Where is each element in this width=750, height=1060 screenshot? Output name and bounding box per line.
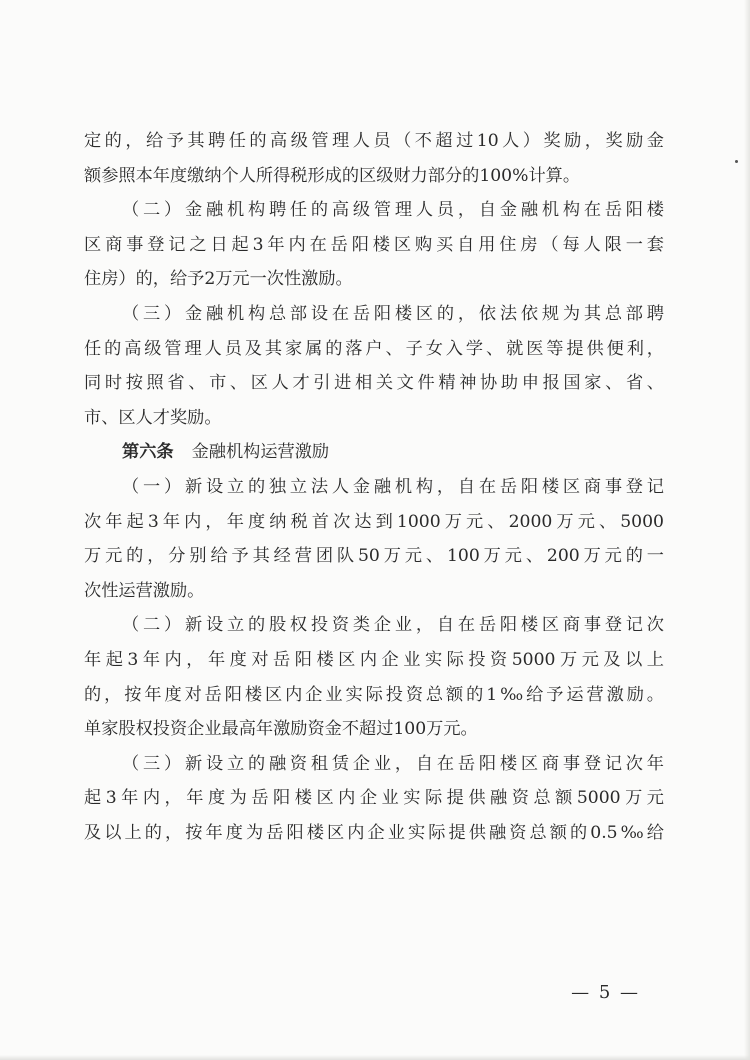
document-body bbox=[84, 124, 664, 850]
text-line: 市、区人才奖励。 bbox=[84, 407, 222, 428]
text-line: 任的高级管理人员及其家属的落户、子女入学、就医等提供便利， bbox=[84, 338, 664, 359]
article-title: 金融机构运营激励 bbox=[191, 442, 330, 463]
text-line: 年起3年内，年度对岳阳楼区内企业实际投资5000万元及以上 bbox=[84, 649, 664, 670]
article-number: 第六条 bbox=[122, 442, 174, 463]
text-line: 及以上的，按年度为岳阳楼区内企业实际提供融资总额的0.5‰给 bbox=[84, 822, 664, 843]
text-line: 额参照本年度缴纳个人所得税形成的区级财力部分的100%计算。 bbox=[84, 165, 581, 186]
page-number: — 5 — bbox=[571, 982, 640, 1003]
text-line: 万元的，分别给予其经营团队50万元、100万元、200万元的一 bbox=[84, 546, 664, 567]
text-line: 住房）的，给予2万元一次性激励。 bbox=[84, 269, 353, 290]
text-line: 起3年内，年度为岳阳楼区内企业实际提供融资总额5000万元 bbox=[84, 788, 664, 809]
scan-edge-right bbox=[744, 0, 750, 1060]
text-line: 的，按年度对岳阳楼区内企业实际投资总额的1‰给予运营激励。 bbox=[84, 684, 664, 705]
text-line: 次年起3年内，年度纳税首次达到1000万元、2000万元、5000 bbox=[84, 511, 664, 532]
text-line: （二）新设立的股权投资类企业，自在岳阳楼区商事登记次 bbox=[122, 615, 664, 636]
text-line: （三）金融机构总部设在岳阳楼区的，依法依规为其总部聘 bbox=[122, 303, 664, 324]
text-line: 定的，给予其聘任的高级管理人员（不超过10人）奖励，奖励金 bbox=[84, 131, 664, 151]
text-line: 同时按照省、市、区人才引进相关文件精神协助申报国家、省、 bbox=[84, 373, 664, 394]
article-heading bbox=[84, 435, 664, 470]
text-line: 次性运营激励。 bbox=[84, 580, 205, 601]
text-line: （一）新设立的独立法人金融机构，自在岳阳楼区商事登记 bbox=[122, 476, 664, 497]
text-line: 单家股权投资企业最高年激励资金不超过100万元。 bbox=[84, 719, 478, 740]
scan-edge-bottom bbox=[0, 1055, 750, 1060]
scan-speck bbox=[735, 160, 738, 163]
text-line: （二）金融机构聘任的高级管理人员，自金融机构在岳阳楼 bbox=[122, 200, 664, 221]
text-line: （三）新设立的融资租赁企业，自在岳阳楼区商事登记次年 bbox=[122, 753, 664, 774]
text-line: 区商事登记之日起3年内在岳阳楼区购买自用住房（每人限一套 bbox=[84, 234, 664, 255]
